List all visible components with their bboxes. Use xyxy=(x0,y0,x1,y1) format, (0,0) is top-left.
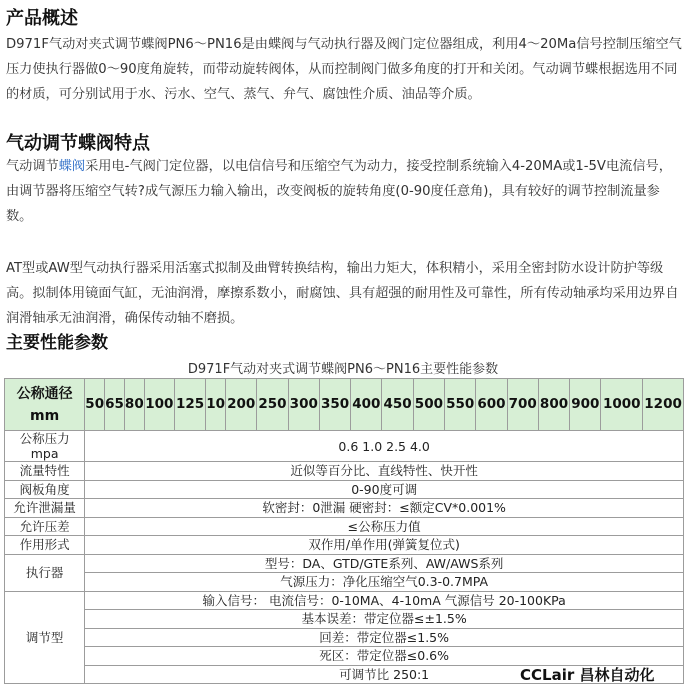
row-label-angle: 阀板角度 xyxy=(5,480,85,499)
table-row xyxy=(5,554,684,573)
row-value-action: 双作用/单作用(弹簧复位式) xyxy=(85,536,684,555)
size-cell: 50 xyxy=(85,379,105,431)
size-cell: 65 xyxy=(105,379,125,431)
size-cell: 250 xyxy=(257,379,288,431)
table-row xyxy=(5,591,684,610)
row-value-flow: 近似等百分比、直线特性、快开性 xyxy=(85,462,684,481)
table-row xyxy=(5,628,684,647)
table-row xyxy=(5,480,684,499)
row-label-regulator: 调节型 xyxy=(5,591,85,684)
section-title-features: 气动调节蝶阀特点 xyxy=(6,133,150,154)
features-text-post: 采用电-气阀门定位器，以电信信号和压缩空气为动力，接受控制系统输入4-20MA或1-5V电流信号，由调节器将压缩空气转?成气源压力输入输出，改变阀板的旋转角度(0-90度任意角)，具有较好的调节控制流量参数。 xyxy=(6,159,672,224)
table-row xyxy=(5,610,684,629)
table-row xyxy=(5,536,684,555)
row-value-basic-error: 基本误差：带定位器≤±1.5% xyxy=(85,610,684,629)
row-value-return-diff: 回差：带定位器≤1.5% xyxy=(85,628,684,647)
table-caption: D971F气动对夹式调节蝶阀PN6～PN16主要性能参数 xyxy=(187,362,499,377)
row-label-leakage: 允许泄漏量 xyxy=(5,499,85,518)
table-row xyxy=(5,499,684,518)
row-value-actuator-air: 气源压力：净化压缩空气0.3-0.7MPA xyxy=(85,573,684,592)
row-label-flow: 流量特性 xyxy=(5,462,85,481)
size-cell: 300 xyxy=(288,379,319,431)
size-cell: 1200 xyxy=(643,379,684,431)
overview-paragraph: D971F气动对夹式调节蝶阀PN6～PN16是由蝶阀与气动执行器及阀门定位器组成，利用4～20Ma信号控制压缩空气压力使执行器做0～90度角旋转，而带动旋转阀体，从而控制阀门做多角度的打开和关闭。气动调节蝶根据选用不同的材质，可分别试用于水、污水、空气、蒸气、弁气、腐蚀性介质、油品等介质。 xyxy=(6,37,682,102)
table-row xyxy=(5,647,684,666)
row-value-leakage: 软密封：0泄漏 硬密封：≤额定CV*0.001% xyxy=(85,499,684,518)
size-cell: 700 xyxy=(507,379,538,431)
table-row xyxy=(5,573,684,592)
row-value-pressure-diff: ≤公称压力值 xyxy=(85,517,684,536)
section-title-overview: 产品概述 xyxy=(6,8,78,29)
row-value-actuator-model: 型号：DA、GTD/GTE系列、AW/AWS系列 xyxy=(85,554,684,573)
section-title-parameters: 主要性能参数 xyxy=(6,333,108,353)
size-cell: 800 xyxy=(538,379,569,431)
row-label-action: 作用形式 xyxy=(5,536,85,555)
table-row xyxy=(5,431,684,462)
header-label-nominal-diameter: 公称通径 mm xyxy=(5,379,85,431)
row-label-pressure: 公称压力 mpa xyxy=(5,431,85,462)
table-row xyxy=(5,462,684,481)
features-text-pre: 气动调节 xyxy=(6,159,59,174)
table-row xyxy=(5,517,684,536)
size-cell: 100 xyxy=(144,379,174,431)
row-value-dead-zone: 死区：带定位器≤0.6% xyxy=(85,647,684,666)
features-paragraph-2: AT型或AW型气动执行器采用活塞式拟制及曲臂转换结构，输出力矩大，体积精小，采用全密封防水设计防护等级高。拟制体用镜面气缸，无油润滑，摩擦系数小，耐腐蚀、具有超强的耐用性及可靠性，所有传动轴承均采用边界自润滑轴承无油润滑，确保传动轴不磨损。 xyxy=(6,261,679,326)
butterfly-valve-link[interactable]: 蝶阀 xyxy=(58,159,86,174)
size-cell: 400 xyxy=(351,379,382,431)
size-cell: 80 xyxy=(124,379,144,431)
size-cell: 200 xyxy=(226,379,257,431)
row-label-actuator: 执行器 xyxy=(5,554,85,591)
row-label-pressure-diff: 允许压差 xyxy=(5,517,85,536)
size-cell: 125 xyxy=(174,379,205,431)
size-cell: 600 xyxy=(476,379,507,431)
row-value-pressure: 0.6 1.0 2.5 4.0 xyxy=(85,431,684,462)
size-cell: 350 xyxy=(319,379,350,431)
watermark: CCLair 昌林自动化 xyxy=(520,666,655,684)
row-value-ratio: 可调节比 250:1 xyxy=(85,665,684,684)
table-header-row xyxy=(5,379,684,431)
parameters-table xyxy=(4,378,684,684)
size-cell: 500 xyxy=(413,379,444,431)
size-cell: 900 xyxy=(570,379,601,431)
row-value-input-signal: 输入信号： 电流信号：0-10MA、4-10mA 气源信号 20-100KPa xyxy=(85,591,684,610)
features-paragraph-1 xyxy=(6,154,682,229)
size-cell: 450 xyxy=(382,379,413,431)
size-cell: 550 xyxy=(445,379,476,431)
size-cell: 1000 xyxy=(601,379,643,431)
size-cell: 10 xyxy=(206,379,226,431)
row-value-angle: 0-90度可调 xyxy=(85,480,684,499)
